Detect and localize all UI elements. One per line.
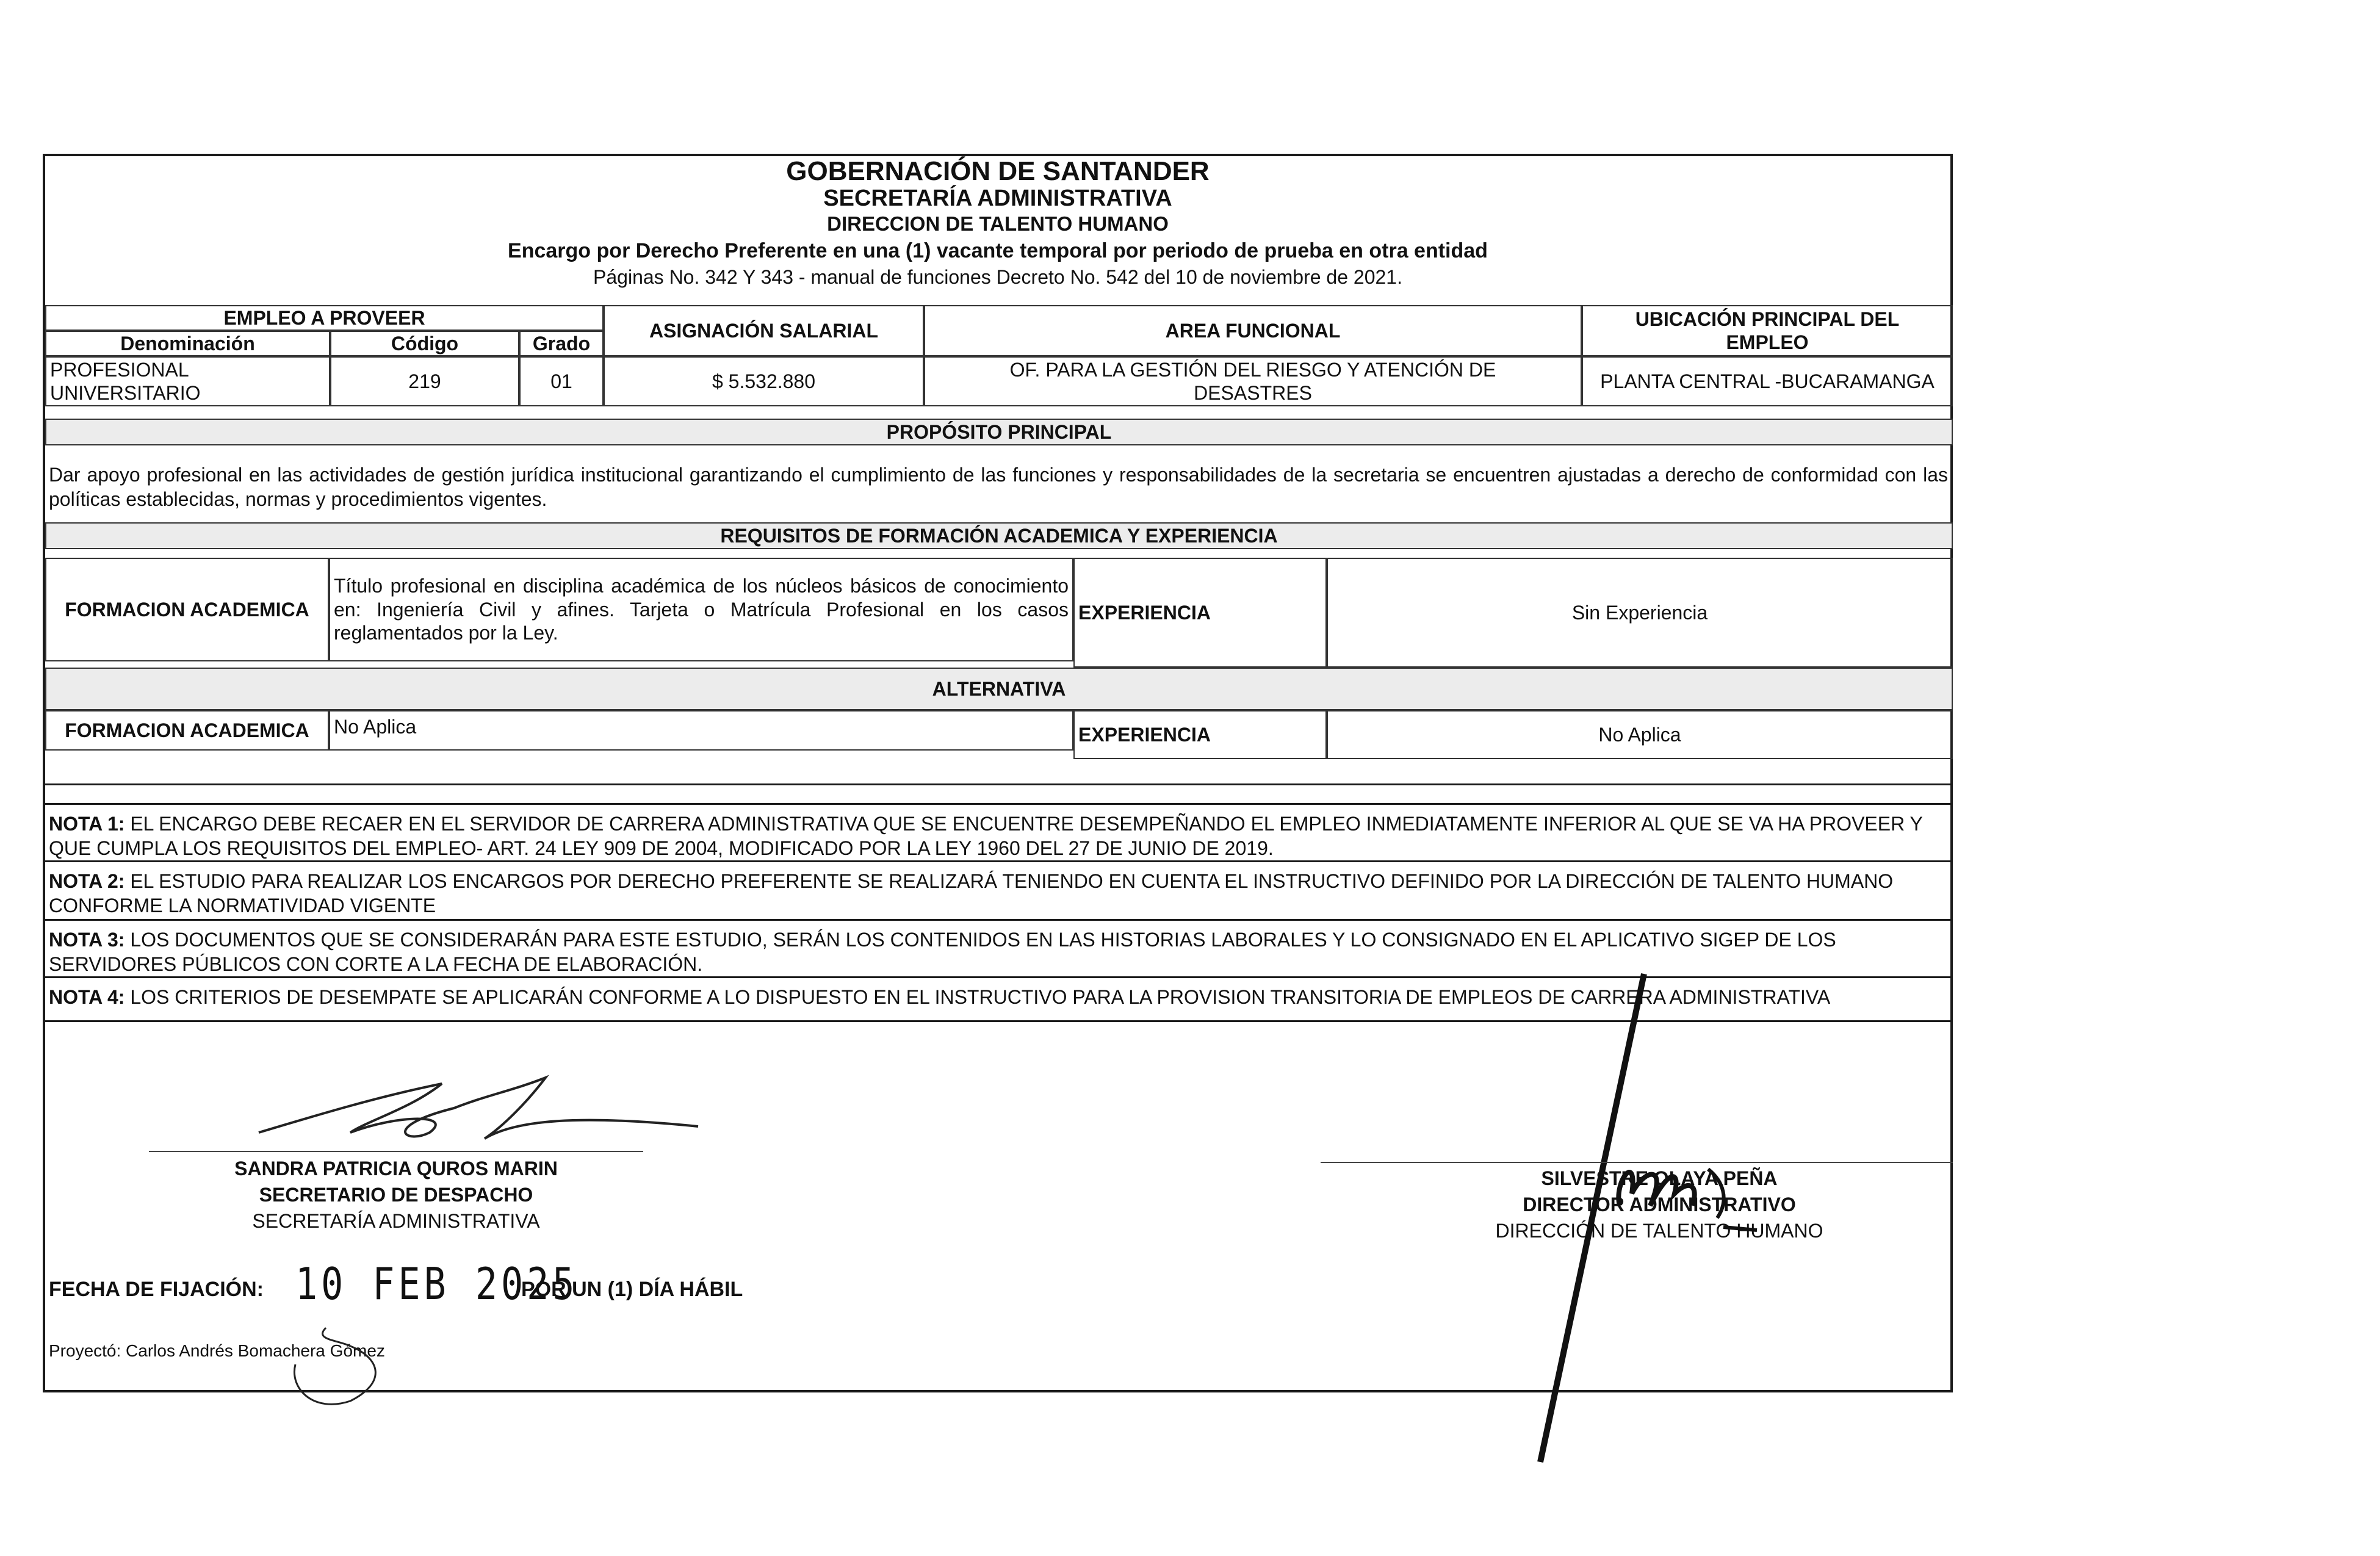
- req-experiencia-label: EXPERIENCIA: [1073, 558, 1327, 668]
- doc-paginas: Páginas No. 342 Y 343 - manual de funciones Decreto No. 542 del 10 de noviembre de 2021.: [593, 266, 1402, 288]
- proposito-heading: PROPÓSITO PRINCIPAL: [45, 419, 1953, 445]
- req-experiencia-value: Sin Experiencia: [1327, 558, 1953, 668]
- nota-label: NOTA 2:: [49, 870, 125, 892]
- req-formacion-value: Título profesional en disciplina académica de los núcleos básicos de conocimiento en: Ingeniería Civil y afines. Tarjeta o Matrícula Profesional en los casos reglamentados por la Ley.: [334, 575, 1069, 644]
- doc-secretaria: SECRETARÍA ADMINISTRATIVA: [823, 185, 1172, 211]
- divider-line: [45, 860, 1953, 862]
- req-formacion-text: [329, 558, 1073, 661]
- signer-dept-left: SECRETARÍA ADMINISTRATIVA: [252, 1210, 540, 1233]
- signature-line-left: [149, 1151, 643, 1152]
- col-area: AREA FUNCIONAL: [924, 305, 1582, 356]
- val-asignacion: $ 5.532.880: [604, 356, 924, 406]
- signer-role-left: SECRETARIO DE DESPACHO: [259, 1184, 533, 1206]
- req-formacion-label: FORMACION ACADEMICA: [45, 558, 329, 661]
- signer-name-left: SANDRA PATRICIA QUROS MARIN: [234, 1158, 558, 1180]
- initials-scribble-image: [240, 1316, 424, 1407]
- alternativa-heading: ALTERNATIVA: [45, 668, 1953, 710]
- nota-label: NOTA 4:: [49, 986, 125, 1008]
- col-asignacion: ASIGNACIÓN SALARIAL: [604, 305, 924, 356]
- divider-line: [45, 803, 1953, 805]
- fijacion-label: FECHA DE FIJACIÓN:: [49, 1278, 264, 1301]
- doc-direccion: DIRECCION DE TALENTO HUMANO: [827, 212, 1169, 235]
- val-denominacion: PROFESIONAL UNIVERSITARIO: [45, 356, 330, 406]
- fijacion-date: 10 FEB 2025: [295, 1258, 579, 1310]
- val-ubicacion: PLANTA CENTRAL -BUCARAMANGA: [1582, 356, 1953, 406]
- col-ubicacion: UBICACIÓN PRINCIPAL DEL EMPLEO: [1582, 305, 1953, 356]
- requisitos-heading: REQUISITOS DE FORMACIÓN ACADEMICA Y EXPERIENCIA: [45, 522, 1953, 549]
- doc-encargo: Encargo por Derecho Preferente en una (1) vacante temporal por periodo de prueba en otra entidad: [508, 239, 1488, 262]
- signer-role-right: DIRECTOR ADMINISTRATIVO: [1523, 1194, 1796, 1216]
- alt-experiencia-value: No Aplica: [1327, 710, 1953, 759]
- val-area: OF. PARA LA GESTIÓN DEL RIESGO Y ATENCIÓN DE DESASTRES: [924, 356, 1582, 406]
- nota-1: [49, 812, 1947, 860]
- proposito-text: Dar apoyo profesional en las actividades de gestión jurídica institucional garantizando el cumplimiento de las funciones y responsabilidades de la secretaria se encuentren ajustadas a derecho de conformidad con las políticas establecidas, normas y procedimientos vigentes.: [49, 464, 1948, 510]
- signer-dept-right: DIRECCIÓN DE TALENTO HUMANO: [1495, 1220, 1823, 1242]
- nota-2: [49, 869, 1947, 918]
- nota-text: EL ESTUDIO PARA REALIZAR LOS ENCARGOS POR DERECHO PREFERENTE SE REALIZARÁ TENIENDO EN CUENTA EL INSTRUCTIVO DEFINIDO POR LA DIRECCIÓN DE TALENTO HUMANO CONFORME LA NORMATIVIDAD VIGENTE: [49, 870, 1894, 917]
- signer-name-right: SILVESTRE OLAYA PEÑA: [1541, 1167, 1778, 1189]
- val-grado: 01: [519, 356, 604, 406]
- divider-line: [45, 783, 1953, 785]
- signature-block-right: [1400, 1165, 1919, 1245]
- nota-text: LOS CRITERIOS DE DESEMPATE SE APLICARÁN CONFORME A LO DISPUESTO EN EL INSTRUCTIVO PARA LA PROVISION TRANSITORIA DE EMPLEOS DE CARRERA ADMINISTRATIVA: [124, 986, 1831, 1008]
- nota-text: LOS DOCUMENTOS QUE SE CONSIDERARÁN PARA ESTE ESTUDIO, SERÁN LOS CONTENIDOS EN LAS HISTORIAS LABORALES Y LO CONSIGNADO EN EL APLICATIVO SIGEP DE LOS SERVIDORES PÚBLICOS CON CORTE A LA FECHA DE ELABORACIÓN.: [49, 929, 1836, 975]
- col-codigo: Código: [330, 331, 519, 356]
- signature-line-right: [1321, 1162, 1953, 1163]
- document-sheet: [43, 154, 1953, 1392]
- signature-block-left: [137, 1156, 655, 1235]
- empleo-heading: EMPLEO A PROVEER: [45, 305, 604, 331]
- nota-label: NOTA 3:: [49, 929, 125, 951]
- alt-experiencia-label: EXPERIENCIA: [1073, 710, 1327, 759]
- col-grado: Grado: [519, 331, 604, 356]
- col-denominacion: Denominación: [45, 331, 330, 356]
- nota-label: NOTA 1:: [49, 813, 125, 835]
- fijacion-term: POR UN (1) DÍA HÁBIL: [521, 1278, 743, 1301]
- proyecto-credit: Proyectó: Carlos Andrés Bomachera Gómez: [49, 1341, 385, 1360]
- alt-formacion-label: FORMACION ACADEMICA: [45, 710, 329, 751]
- doc-title: GOBERNACIÓN DE SANTANDER: [786, 156, 1210, 186]
- divider-line: [45, 919, 1953, 921]
- nota-text: EL ENCARGO DEBE RECAER EN EL SERVIDOR DE CARRERA ADMINISTRATIVA QUE SE ENCUENTRE DESEMPEÑANDO EL EMPLEO INMEDIATAMENTE INFERIOR AL QUE SE VA HA PROVEER Y QUE CUMPLA LOS REQUISITOS DEL EMPLEO- ART. 24 LEY 909 DE 2004, MODIFICADO POR LA LEY 1960 DEL 27 DE JUNIO DE 2019.: [49, 813, 1923, 859]
- alt-formacion-value: No Aplica: [329, 710, 1073, 751]
- signature-left-image: [198, 1059, 747, 1151]
- val-codigo: 219: [330, 356, 519, 406]
